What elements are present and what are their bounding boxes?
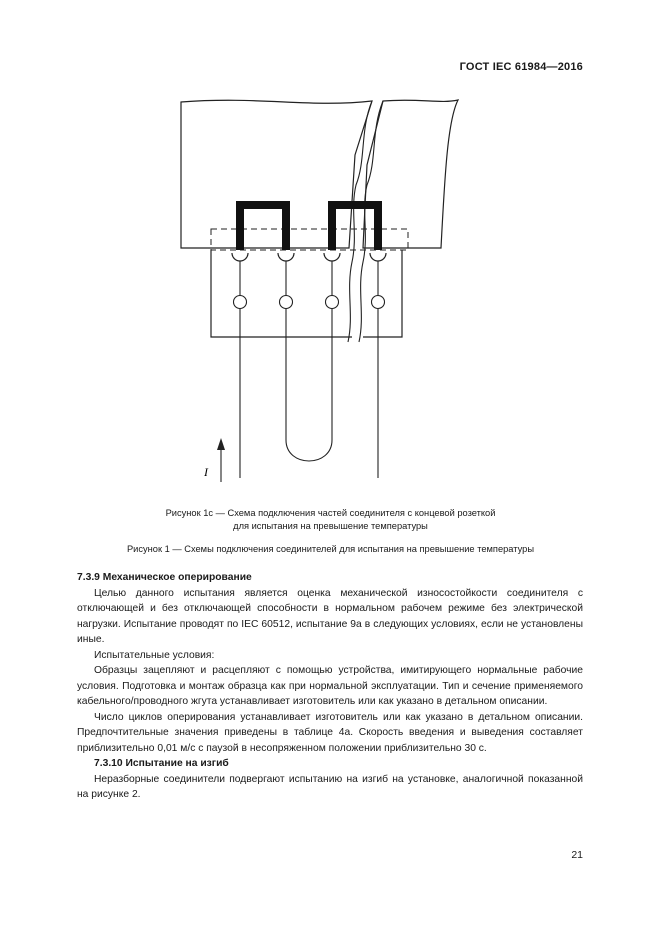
paragraph: Испытательные условия: [94, 649, 215, 661]
current-label: I [204, 465, 208, 479]
contact-cup-3 [324, 253, 340, 261]
page-number: 21 [571, 849, 583, 861]
jumper-2 [332, 205, 378, 250]
terminal-2 [280, 296, 293, 309]
paragraph: Неразборные соединители подвергают испытанию на изгиб на установке, аналогичной показанной на рисунке 2. [77, 773, 583, 800]
socket-body-left [211, 250, 352, 337]
figure-1c-caption: Рисунок 1с — Схема подключения частей соединителя с концевой розеткой для испытания на превышение температуры [165, 508, 496, 531]
figure-1-caption: Рисунок 1 — Схемы подключения соединителей для испытания на превышение температуры [126, 544, 535, 554]
contact-cup-4 [370, 253, 386, 261]
terminal-1 [234, 296, 247, 309]
section-body [77, 570, 583, 803]
wire-loop [286, 308, 332, 461]
terminal-4 [372, 296, 385, 309]
upper-housing-left [181, 100, 372, 248]
paragraph: Целью данного испытания является оценка механической износостойкости соединителя с отключающей и без отключающей способности в нормальном рабочем режиме без электрической нагрузки. Испытание проводят по IEC 60512, испытание 9а в следующих условиях, если не установлены иные. [77, 587, 583, 645]
section-7-3-9-heading: 7.3.9 Механическое оперирование [77, 572, 252, 583]
terminal-3 [326, 296, 339, 309]
contact-cup-1 [232, 253, 248, 261]
contact-cup-2 [278, 253, 294, 261]
socket-body-right [363, 250, 402, 337]
section-7-3-10-heading: 7.3.10 Испытание на изгиб [94, 758, 229, 769]
paragraph: Число циклов оперирования устанавливает изготовитель или как указано в детальном описании. Предпочтительные значения приведены в таблице 4а. Скорость введения и выведения составляет приблизительно 0,01 м/с с паузой в несопряженном положении приблизительно 30 с. [77, 711, 583, 754]
current-arrow-head [217, 438, 225, 450]
jumper-1 [240, 205, 286, 250]
paragraph: Образцы зацепляют и расцепляют с помощью устройства, имитирующего нормальные рабочие условия. Подготовка и монтаж образца как при нормальной эксплуатации. Тип и сечение применяемого кабельного/проводного жгута устанавливает изготовитель или как указано в детальном описании. [77, 665, 583, 707]
document-header: ГОСТ IEC 61984—2016 [459, 61, 583, 73]
